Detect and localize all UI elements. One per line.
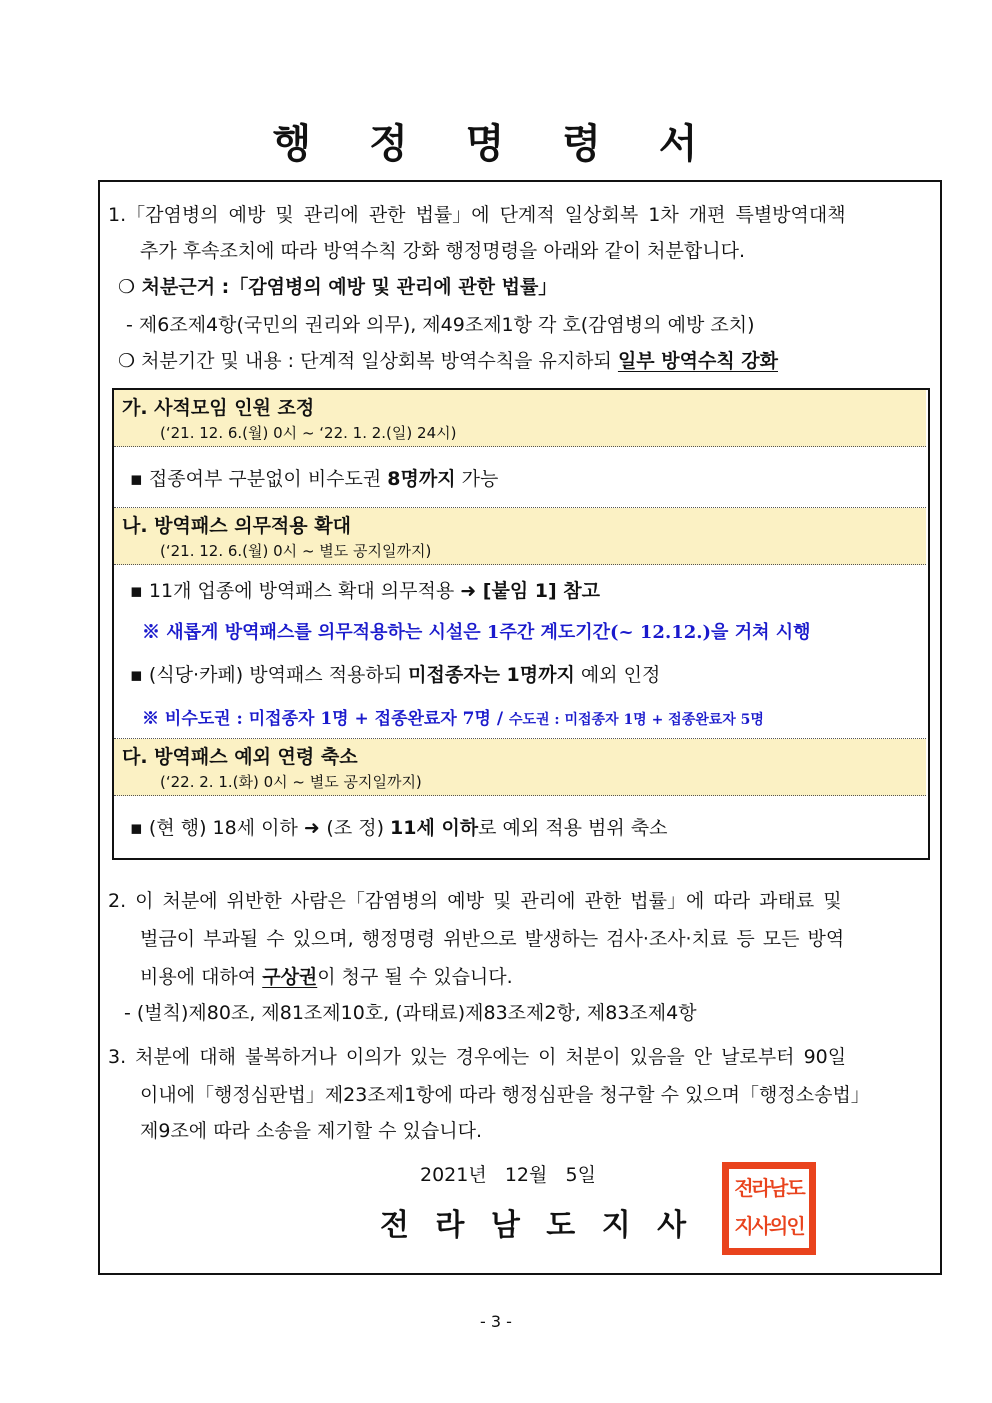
- section-c-period: (‘22. 2. 1.(화) 0시 ~ 별도 공지일까지): [160, 773, 422, 791]
- p2-line2: 벌금이 부과될 수 있으며, 행정명령 위반으로 발생하는 검사·조사·치료 등 모든 방역: [140, 928, 845, 950]
- bullet-emphasis: 8명까지: [387, 468, 456, 490]
- issuer: 전 라 남 도 지 사: [380, 1208, 695, 1243]
- section-b-period: (‘21. 12. 6.(월) 0시 ~ 별도 공지일까지): [160, 542, 432, 560]
- bullet-text: ▪ 접종여부 구분없이 비수도권: [130, 468, 388, 490]
- bullet-emphasis: 미접종자는 1명까지: [408, 664, 575, 686]
- date: 2021년 12월 5일: [420, 1164, 596, 1186]
- text-end: 이 청구 될 수 있습니다.: [317, 966, 513, 988]
- section-b-note2: [142, 704, 764, 729]
- bullet-text-mid: (조 정): [326, 817, 391, 839]
- basis-value: 「감염병의 예방 및 관리에 관한 법률」: [229, 276, 558, 298]
- period-label: ❍ 처분기간 및 내용 : 단계적 일상회복 방역수칙을 유지하되: [118, 350, 618, 372]
- p1-line1: 1.「감염병의 예방 및 관리에 관한 법률」에 단계적 일상회복 1차 개편 특별방역대책: [108, 204, 846, 226]
- p3-line2: 이내에「행정심판법」제23조제1항에 따라 행정심판을 청구할 수 있으며「행정소송법」: [140, 1084, 870, 1106]
- note-capital: 수도권 : 미접종자 1명 + 접종완료자 5명: [508, 712, 764, 728]
- bullet-text: ▪ (식당·카페) 방역패스 적용하되: [130, 664, 409, 686]
- bullet-text: ▪ 11개 업종에 방역패스 확대 의무적용: [130, 580, 461, 602]
- arrow-icon: ➜: [303, 817, 327, 839]
- section-a-period: (‘21. 12. 6.(월) 0시 ~ ‘22. 1. 2.(일) 24시): [160, 424, 457, 442]
- bullet-text: ▪ (현 행) 18세 이하: [130, 817, 304, 839]
- p3-line3: 제9조에 따라 소송을 제기할 수 있습니다.: [140, 1120, 482, 1142]
- basis-label: ❍ 처분근거 :: [118, 276, 230, 298]
- page-number: - 3 -: [480, 1312, 512, 1331]
- section-a-heading: 가. 사적모임 인원 조정: [122, 397, 315, 419]
- emphasis: 구상권: [262, 966, 318, 988]
- section-b-bullet1: [130, 576, 600, 603]
- p2-detail: - (벌칙)제80조, 제81조제10호, (과태료)제83조제2항, 제83조제4항: [124, 1002, 697, 1024]
- bullet-text-end: 예외 인정: [574, 664, 661, 686]
- section-b-bullet2: [130, 660, 660, 687]
- note-non-capital: ※ 비수도권 : 미접종자 1명 + 접종완료자 7명 /: [142, 709, 509, 729]
- p2-line3: [140, 962, 513, 989]
- section-b-note1: ※ 새롭게 방역패스를 의무적용하는 시설은 1주간 계도기간(~ 12.12.)을 거쳐 시행: [142, 622, 811, 643]
- section-a-bullet: [130, 464, 498, 491]
- p2-line1: 2. 이 처분에 위반한 사람은「감염병의 예방 및 관리에 관한 법률」에 따라 과태료 및: [108, 890, 842, 912]
- basis: [118, 272, 557, 299]
- section-c-bullet: [130, 813, 668, 840]
- basis-detail: - 제6조제4항(국민의 권리와 의무), 제49조제1항 각 호(감염병의 예방 조치): [126, 314, 755, 336]
- p1-line2: 추가 후속조치에 따라 방역수칙 강화 행정명령을 아래와 같이 처분합니다.: [140, 240, 745, 262]
- period-emphasis: 일부 방역수칙 강화: [617, 350, 778, 372]
- bullet-emphasis: 11세 이하: [390, 817, 479, 839]
- text: 비용에 대하여: [140, 966, 263, 988]
- p3-line1: 3. 처분에 대해 불복하거나 이의가 있는 경우에는 이 처분이 있음을 안 날로부터 90일: [108, 1046, 847, 1068]
- section-b-heading: 나. 방역패스 의무적용 확대: [122, 515, 351, 537]
- bullet-text-end: 로 예외 적용 범위 축소: [478, 817, 668, 839]
- period: [118, 346, 778, 373]
- document-title: 행 정 명 령 서: [272, 120, 720, 167]
- official-seal: 전라남도 지사의인: [722, 1162, 816, 1255]
- bullet-emphasis: ➜ [붙임 1] 참고: [460, 580, 601, 602]
- section-c-heading: 다. 방역패스 예외 연령 축소: [122, 746, 358, 768]
- bullet-text-end: 가능: [455, 468, 499, 490]
